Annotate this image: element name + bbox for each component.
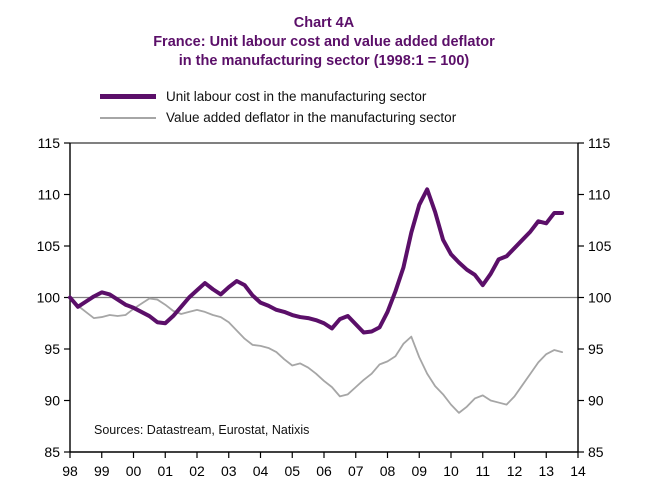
svg-text:04: 04 — [252, 463, 269, 479]
svg-text:98: 98 — [62, 463, 78, 479]
svg-text:115: 115 — [37, 135, 60, 151]
svg-text:105: 105 — [36, 238, 60, 254]
chart-title-line-2: in the manufacturing sector (1998:1 = 100) — [178, 53, 470, 69]
svg-text:85: 85 — [44, 444, 60, 460]
chart-title-line-1: France: Unit labour cost and value added deflator — [153, 34, 495, 50]
svg-text:110: 110 — [588, 186, 611, 203]
svg-text:85: 85 — [588, 444, 604, 460]
svg-text:03: 03 — [220, 463, 237, 479]
svg-text:00: 00 — [125, 463, 142, 479]
svg-text:99: 99 — [93, 463, 110, 479]
svg-text:09: 09 — [411, 463, 428, 479]
svg-text:12: 12 — [506, 463, 523, 479]
svg-text:02: 02 — [189, 463, 205, 479]
svg-text:14: 14 — [570, 463, 586, 479]
svg-text:06: 06 — [316, 463, 332, 479]
svg-text:110: 110 — [37, 186, 60, 203]
svg-text:105: 105 — [588, 238, 612, 254]
chart-number: Chart 4A — [293, 15, 355, 31]
svg-text:100: 100 — [588, 289, 612, 306]
svg-text:01: 01 — [157, 463, 174, 479]
source-note: Sources: Datastream, Eurostat, Natixis — [94, 423, 310, 437]
svg-text:90: 90 — [588, 392, 604, 409]
svg-text:11: 11 — [475, 463, 491, 479]
svg-text:95: 95 — [44, 341, 60, 357]
svg-text:115: 115 — [588, 135, 611, 151]
svg-text:07: 07 — [347, 463, 364, 479]
svg-text:95: 95 — [588, 341, 604, 357]
svg-text:10: 10 — [443, 463, 459, 479]
svg-text:05: 05 — [284, 463, 301, 479]
legend-label-series-1: Unit labour cost in the manufacturing sector — [166, 89, 427, 104]
svg-text:100: 100 — [36, 289, 60, 306]
svg-text:08: 08 — [379, 463, 396, 479]
legend-label-series-2: Value added deflator in the manufacturing sector — [166, 110, 457, 125]
svg-text:13: 13 — [538, 463, 555, 479]
svg-text:90: 90 — [44, 392, 60, 409]
